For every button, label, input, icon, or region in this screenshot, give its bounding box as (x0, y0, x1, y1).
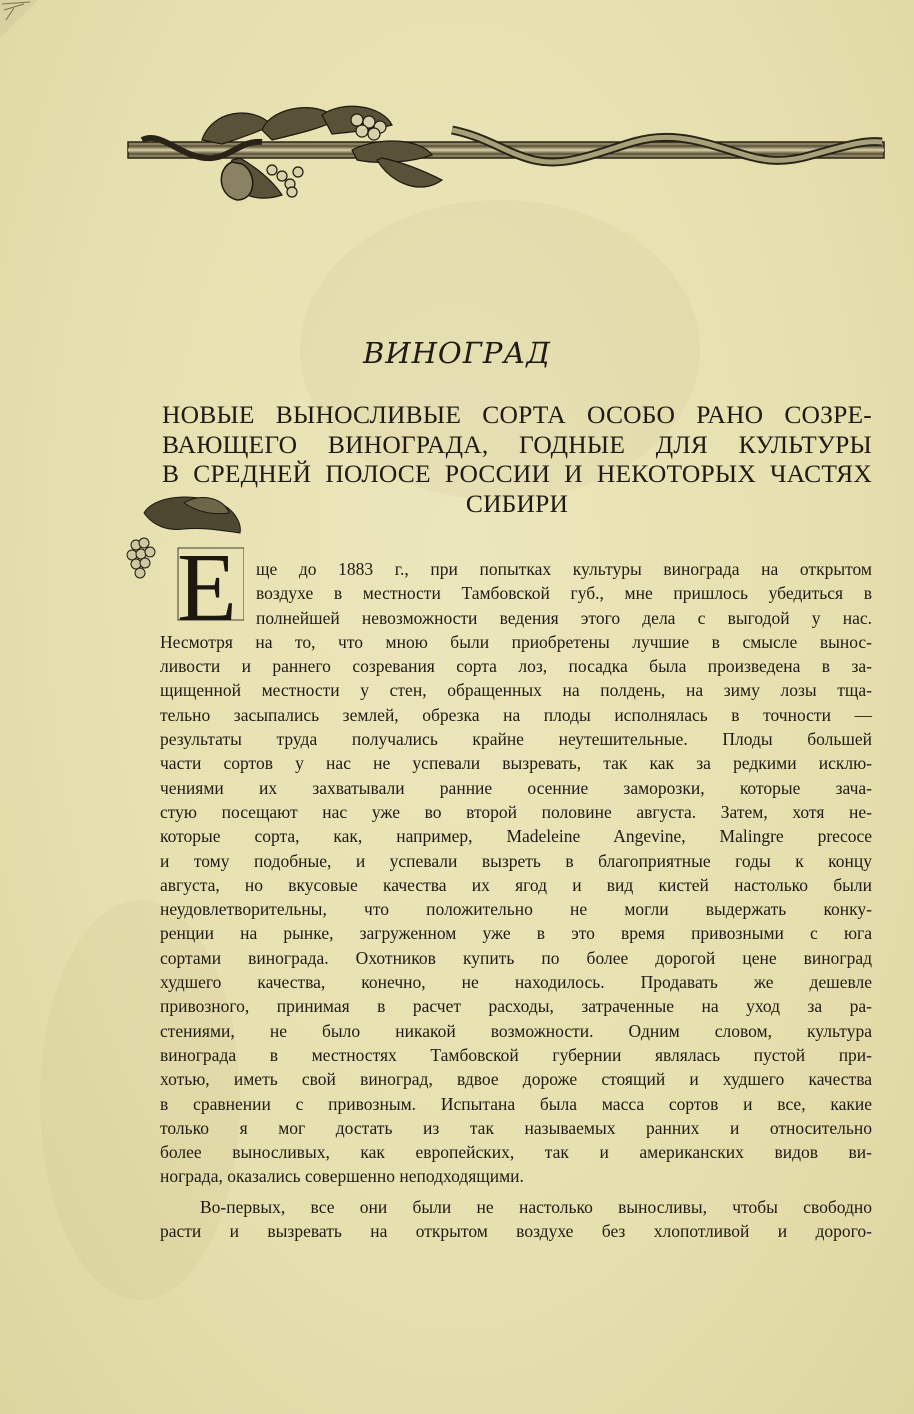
text-line: полнейшей невозможности ведения этого дела с выгодой у нас. (256, 607, 872, 628)
text-line: худшего качества, конечно, не находилось. Продавать же дешевле (160, 972, 872, 993)
subtitle-line: СИБИРИ (465, 488, 569, 518)
text-line: сортами винограда. Охотников купить по более дорогой цене виноград (160, 947, 872, 968)
subtitle-line: В СРЕДНЕЙ ПОЛОСЕ РОССИИ И НЕКОТОРЫХ ЧАСТЯХ (162, 459, 872, 488)
text-line: которые сорта, как, например, Madeleine Angevine, Malingre precoce (160, 826, 872, 847)
text-line: стую посещают нас уже во второй половине августа. Затем, хотя не- (160, 801, 872, 822)
text-line: Несмотря на то, что мною были приобретены лучшие в смысле вынос- (160, 631, 872, 652)
body-text (160, 557, 872, 1243)
text-line: нограда, оказались совершенно неподходящими. (160, 1166, 524, 1187)
text-line: тельно засыпались землей, обрезка на плоды исполнялась в точности — (160, 704, 872, 725)
drop-cap-letter: Е (177, 534, 237, 631)
subtitle-line: ВАЮЩЕГО ВИНОГРАДА, ГОДНЫЕ ДЛЯ КУЛЬТУРЫ (162, 429, 872, 459)
text-line: августа, но вкусовые качества их ягод и вид кистей настолько были (160, 874, 872, 895)
page-title: ВИНОГРАД (363, 336, 551, 370)
chapter-subtitle (162, 400, 872, 518)
text-line: щищенной местности у стен, обращенных на полдень, на зиму лозы тща- (160, 680, 872, 701)
text-line: в сравнении с привозным. Испытана была масса сортов и все, какие (160, 1093, 872, 1114)
text-line: части сортов у нас не успевали вызревать, так как за редкими исклю- (160, 753, 872, 774)
text-line: ливости и раннего созревания сорта лоз, посадка была произведена в за- (160, 656, 872, 677)
text-line: ренции на рынке, загруженном уже в это время привозными с юга (160, 923, 872, 944)
text-line: стениями, не было никакой возможности. Одним словом, культура (160, 1020, 872, 1041)
text-line: винограда в местностях Тамбовской губернии являлась пустой при- (160, 1044, 872, 1065)
text-line: результаты труда получались крайне неутешительные. Плоды большей (160, 729, 872, 750)
text-line: расти и вызревать на открытом воздухе без хлопотливой и дорого- (160, 1221, 872, 1242)
text-line: воздухе в местности Тамбовской губ., мне пришлось убедиться в (256, 583, 872, 604)
text-line: хотью, иметь свой виноград, вдвое дороже стоящий и худшего качества (160, 1069, 872, 1090)
vine-headpiece-ornament (122, 100, 887, 210)
subtitle-line: НОВЫЕ ВЫНОСЛИВЫЕ СОРТА ОСОБО РАНО СОЗРЕ- (162, 400, 872, 429)
text-line: только я мог достать из так называемых ранних и относительно (160, 1117, 872, 1138)
text-line: и тому подобные, и успевали вызреть в благоприятные годы к концу (160, 850, 872, 871)
text-line: чениями их захватывали ранние осенние заморозки, которые зача- (160, 777, 872, 798)
text-line: более выносливых, как европейских, так и американских видов ви- (160, 1142, 872, 1163)
text-line: неудовлетворительны, что положительно не могли выдержать конку- (160, 899, 872, 920)
page-corner-fold (0, 0, 40, 40)
text-line: привозного, принимая в расчет расходы, затраченные на уход за ра- (160, 996, 872, 1017)
text-line: Во-первых, все они были не настолько выносливы, чтобы свободно (200, 1196, 872, 1217)
text-line: ще до 1883 г., при попытках культуры винограда на открытом (256, 559, 872, 579)
